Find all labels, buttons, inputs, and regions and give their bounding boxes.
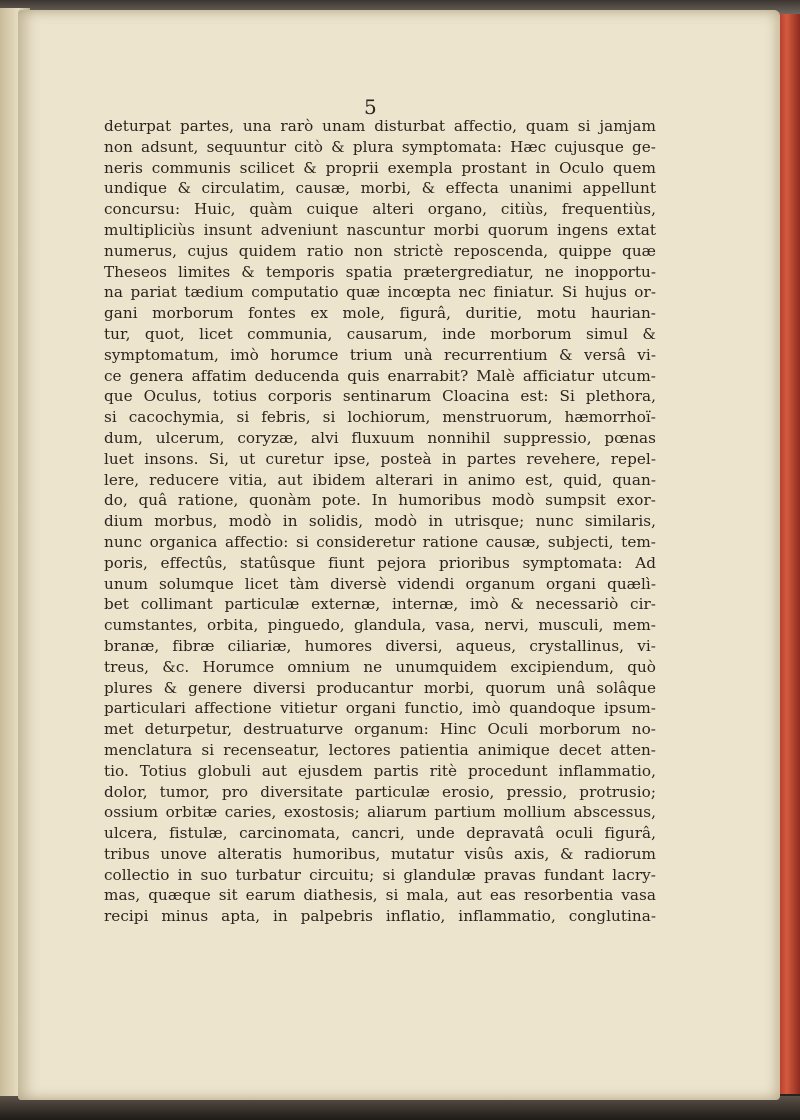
text-line: que Oculus, totius corporis sentinarum Cloacina est: Si plethora,	[104, 387, 656, 406]
text-line: si cacochymia, si febris, si lochiorum, menstruorum, hæmorrhoï-	[104, 408, 656, 427]
text-line: unum solumque licet tàm diversè videndi organum organi quælì-	[104, 574, 656, 593]
text-line: tribus unove alteratis humoribus, mutatur visûs axis, & radiorum	[104, 844, 656, 863]
text-line: cumstantes, orbita, pinguedo, glandula, vasa, nervi, musculi, mem-	[104, 616, 656, 635]
text-line: tur, quot, licet communia, causarum, inde morborum simul &	[104, 324, 656, 343]
text-line: luet insons. Si, ut curetur ipse, posteà in partes revehere, repel-	[104, 449, 656, 468]
text-line: treus, &c. Horumce omnium ne unumquidem excipiendum, quò	[104, 657, 656, 676]
text-line: undique & circulatim, causæ, morbi, & effecta unanimi appellunt	[104, 179, 656, 198]
page-number: 5	[364, 95, 377, 119]
text-line: lere, reducere vitia, aut ibidem alterari in animo est, quid, quan-	[104, 470, 656, 489]
text-line: bet collimant particulæ externæ, internæ, imò & necessariò cir-	[104, 595, 656, 614]
text-line: recipi minus apta, in palpebris inflatio, inflammatio, conglutina-	[104, 907, 656, 926]
text-line: particulari affectione vitietur organi functio, imò quandoque ipsum-	[104, 699, 656, 718]
text-line: na pariat tædium computatio quæ incœpta nec finiatur. Si hujus or-	[104, 283, 656, 302]
text-line: plures & genere diversi producantur morbi, quorum unâ solâque	[104, 678, 656, 697]
text-line: non adsunt, sequuntur citò & plura symptomata: Hæc cujusque ge-	[104, 137, 656, 156]
text-line: numerus, cujus quidem ratio non strictè reposcenda, quippe quæ	[104, 241, 656, 260]
text-line: multipliciùs insunt adveniunt nascuntur morbi quorum ingens extat	[104, 220, 656, 239]
text-line: poris, effectûs, statûsque fiunt pejora prioribus symptomata: Ad	[104, 553, 656, 572]
text-line: tio. Totius globuli aut ejusdem partis ritè procedunt inflammatio,	[104, 761, 656, 780]
text-line: symptomatum, imò horumce trium unà recurrentium & versâ vi-	[104, 345, 656, 364]
book-fore-edge	[778, 14, 800, 1094]
text-line: dium morbus, modò in solidis, modò in utrisque; nunc similaris,	[104, 512, 656, 531]
body-text	[104, 116, 656, 927]
text-line: Theseos limites & temporis spatia prætergrediatur, ne inopportu-	[104, 262, 656, 281]
text-line: ossium orbitæ caries, exostosis; aliarum partium mollium abscessus,	[104, 803, 656, 822]
text-line: concursu: Huic, quàm cuique alteri organo, citiùs, frequentiùs,	[104, 200, 656, 219]
text-line: neris communis scilicet & proprii exempla prostant in Oculo quem	[104, 158, 656, 177]
text-line: ce genera affatim deducenda quis enarrabit? Malè afficiatur utcum-	[104, 366, 656, 385]
text-line: dolor, tumor, pro diversitate particulæ erosio, pressio, protrusio;	[104, 782, 656, 801]
text-line: do, quâ ratione, quonàm pote. In humoribus modò sumpsit exor-	[104, 491, 656, 510]
text-line: nunc organica affectio: si consideretur ratione causæ, subjecti, tem-	[104, 532, 656, 551]
text-line: mas, quæque sit earum diathesis, si mala, aut eas resorbentia vasa	[104, 886, 656, 905]
text-line: gani morborum fontes ex mole, figurâ, duritie, motu haurian-	[104, 304, 656, 323]
text-line: ulcera, fistulæ, carcinomata, cancri, unde depravatâ oculi figurâ,	[104, 824, 656, 843]
text-line: menclatura si recenseatur, lectores patientia animique decet atten-	[104, 740, 656, 759]
text-line: dum, ulcerum, coryzæ, alvi fluxuum nonnihil suppressio, pœnas	[104, 428, 656, 447]
text-line: branæ, fibræ ciliariæ, humores diversi, aqueus, crystallinus, vi-	[104, 636, 656, 655]
text-line: collectio in suo turbatur circuitu; si glandulæ pravas fundant lacry-	[104, 865, 656, 884]
text-line: deturpat partes, una rarò unam disturbat affectio, quam si jamjam	[104, 117, 656, 135]
text-line: met deturpetur, destruaturve organum: Hinc Oculi morborum no-	[104, 720, 656, 739]
